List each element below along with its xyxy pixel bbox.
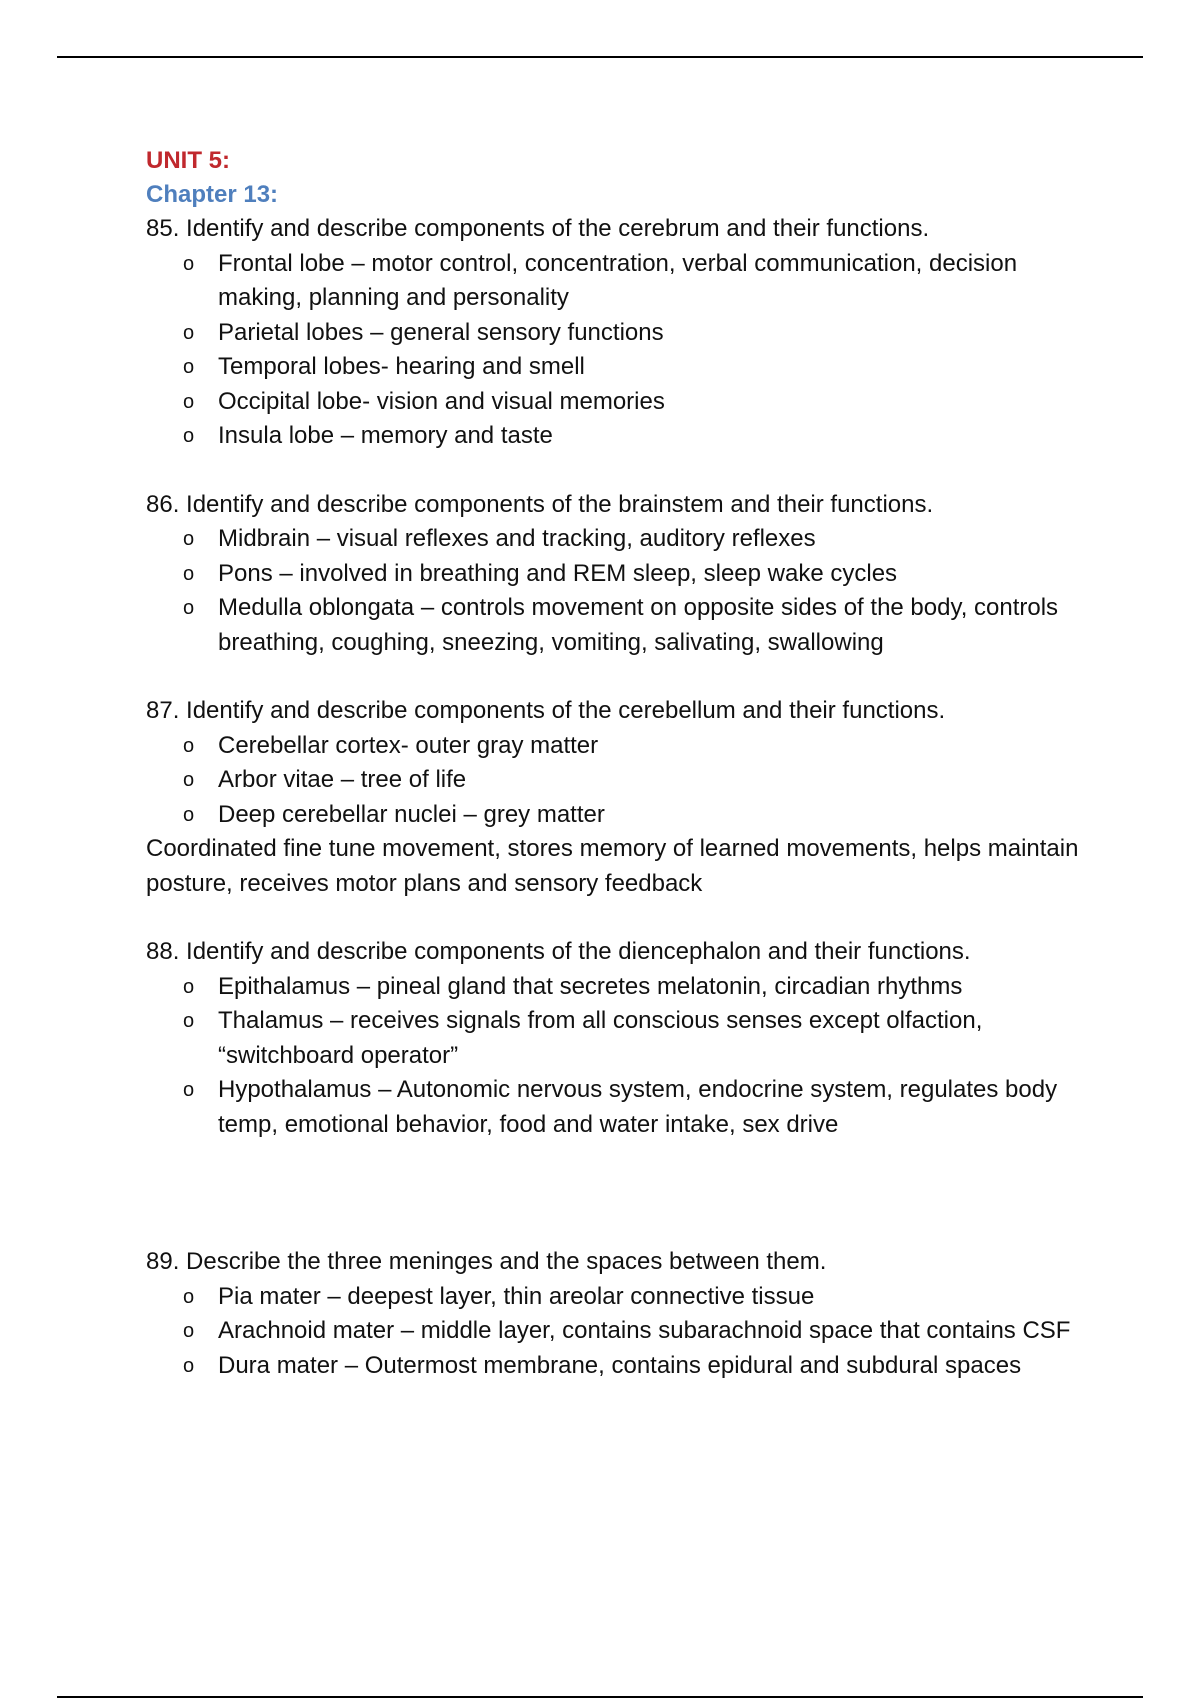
question-section-89 [146, 1245, 1106, 1383]
list-item: o Arachnoid mater – middle layer, contains subarachnoid space that contains CSF [146, 1314, 1106, 1349]
list-item: o Occipital lobe- vision and visual memories [146, 385, 1106, 420]
question-text: 88. Identify and describe components of the diencephalon and their functions. [146, 938, 971, 965]
list-item: o Frontal lobe – motor control, concentration, verbal communication, decision making, planning and personality [146, 247, 1106, 316]
list-item: o Pia mater – deepest layer, thin areolar connective tissue [146, 1280, 1106, 1315]
document-body [146, 144, 1106, 1417]
list-item: o Pons – involved in breathing and REM sleep, sleep wake cycles [146, 557, 1106, 592]
list-item: o Deep cerebellar nuclei – grey matter [146, 798, 1106, 833]
summary-paragraph: Coordinated fine tune movement, stores memory of learned movements, helps maintain posture, receives motor plans and sensory feedback [146, 835, 1079, 897]
list-item: o Insula lobe – memory and taste [146, 419, 1106, 454]
answer-list [146, 729, 1106, 833]
question-section-88 [146, 935, 1106, 1142]
list-item: o Thalamus – receives signals from all conscious senses except olfaction, “switchboard operator” [146, 1004, 1106, 1073]
list-item: o Epithalamus – pineal gland that secretes melatonin, circadian rhythms [146, 970, 1106, 1005]
question-section-85 [146, 212, 1106, 454]
question-section-87 [146, 694, 1106, 901]
list-item: o Parietal lobes – general sensory functions [146, 316, 1106, 351]
list-item: o Arbor vitae – tree of life [146, 763, 1106, 798]
list-item: o Dura mater – Outermost membrane, contains epidural and subdural spaces [146, 1349, 1106, 1384]
question-text: 86. Identify and describe components of the brainstem and their functions. [146, 490, 934, 518]
list-item: o Medulla oblongata – controls movement on opposite sides of the body, controls breathing, coughing, sneezing, vomiting, salivating, swallowing [146, 591, 1106, 660]
list-item: o Cerebellar cortex- outer gray matter [146, 729, 1106, 764]
answer-list [146, 970, 1106, 1143]
list-item: o Hypothalamus – Autonomic nervous system, endocrine system, regulates body temp, emotional behavior, food and water intake, sex drive [146, 1073, 1106, 1142]
answer-list [146, 247, 1106, 454]
bottom-rule [57, 1696, 1143, 1698]
unit-heading: UNIT 5: [146, 147, 230, 174]
question-text: 87. Identify and describe components of the cerebellum and their functions. [146, 697, 946, 724]
top-rule [57, 56, 1143, 58]
question-text: 85. Identify and describe components of the cerebrum and their functions. [146, 215, 930, 242]
answer-list [146, 1280, 1106, 1384]
question-text: 89. Describe the three meninges and the spaces between them. [146, 1248, 827, 1275]
list-item: o Temporal lobes- hearing and smell [146, 350, 1106, 385]
question-section-86 [146, 488, 1106, 661]
chapter-heading: Chapter 13: [146, 181, 279, 208]
answer-list [146, 522, 1106, 660]
list-item: o Midbrain – visual reflexes and tracking, auditory reflexes [146, 522, 1106, 557]
